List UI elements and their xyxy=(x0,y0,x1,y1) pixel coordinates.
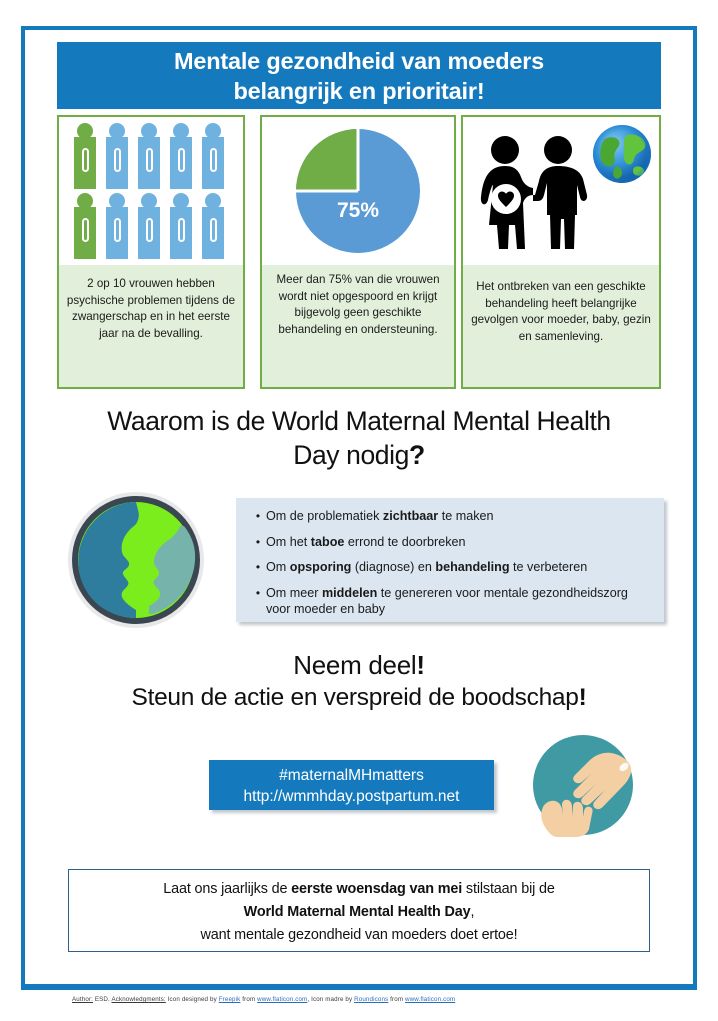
footer-author-value: ESD. xyxy=(93,996,112,1003)
page-title-banner xyxy=(57,42,661,109)
stat-panel-caption: Het ontbreken van een geschikte behandeling heeft belangrijke gevolgen voor moeder, baby, gezin en samenleving. xyxy=(463,265,659,387)
bullet-dot-icon: • xyxy=(255,534,261,549)
pie-chart-icon xyxy=(262,117,454,265)
campaign-link-box[interactable] xyxy=(209,760,494,810)
list-item xyxy=(250,508,650,525)
cta-heading xyxy=(47,650,671,681)
stat-panel-family xyxy=(461,115,661,389)
page-title-line-1: Mentale gezondheid van moeders xyxy=(173,48,545,74)
campaign-url[interactable]: http://wmmhday.postpartum.net xyxy=(243,788,460,805)
footer-divider xyxy=(21,986,697,990)
pie-chart-svg xyxy=(292,125,424,257)
closing-line-1-post: stilstaan bij de xyxy=(462,881,555,897)
cta-heading-text: Neem deel xyxy=(293,650,417,680)
stat-panel-pictogram xyxy=(57,115,245,389)
question-mark: ? xyxy=(408,440,425,470)
pie-chart-value-label: 75% xyxy=(336,199,380,222)
closing-line-2-bold: World Maternal Mental Health Day xyxy=(243,904,471,920)
campaign-hashtag: #maternalMHmatters xyxy=(279,767,424,784)
footer-ack-part-2: from xyxy=(240,996,258,1003)
closing-statement xyxy=(68,869,650,952)
footer-link-flaticon-1[interactable]: www.flaticon.com xyxy=(257,996,308,1003)
bullet-text-bold: middelen xyxy=(321,585,378,600)
section-question-heading xyxy=(47,404,671,472)
list-item xyxy=(250,559,650,576)
pregnant-couple-icon xyxy=(475,133,593,253)
footer-link-flaticon-2[interactable]: www.flaticon.com xyxy=(405,996,456,1003)
bullet-dot-icon: • xyxy=(255,509,261,523)
list-item xyxy=(250,534,650,551)
bullet-text-post: te maken xyxy=(438,509,494,523)
credits-footer xyxy=(72,996,672,1003)
cta-subheading xyxy=(47,684,671,712)
bullet-text-bold: opsporing xyxy=(289,560,352,574)
question-line-2: Day nodig xyxy=(293,440,409,470)
bullet-text-pre: Om xyxy=(266,560,290,574)
bullet-text-pre: Om meer xyxy=(266,585,322,600)
page-title-line-2: belangrijk en prioritair! xyxy=(233,78,485,104)
stat-panels xyxy=(57,115,661,389)
bullet-text-bold: taboe xyxy=(310,534,345,549)
bullet-text-bold-2: behandeling xyxy=(435,560,510,574)
reasons-list xyxy=(236,498,664,622)
bullet-text-bold: zichtbaar xyxy=(382,509,439,523)
closing-statement-line-3: want mentale gezondheid van moeders doet ertoe! xyxy=(200,927,518,943)
closing-line-2-post: , xyxy=(470,904,475,920)
bullet-dot-icon: • xyxy=(255,560,261,574)
bullet-text-post: te verbeteren xyxy=(509,560,588,574)
footer-author-label: Author: xyxy=(72,996,93,1003)
closing-line-1-bold: eerste woensdag van mei xyxy=(291,881,463,897)
bullet-text-post: errond te doorbreken xyxy=(344,534,466,549)
cta-subheading-mark: ! xyxy=(578,684,587,711)
footer-link-freepik[interactable]: Freepik xyxy=(218,996,241,1003)
wmmhday-logo-icon xyxy=(66,490,206,630)
cta-subheading-text: Steun de actie en verspreid de boodschap xyxy=(131,684,579,711)
footer-link-roundicons[interactable]: Roundicons xyxy=(354,996,389,1003)
bullet-text-pre: Om de problematiek xyxy=(266,509,383,523)
helping-hands-icon xyxy=(531,733,635,837)
question-line-1: Waarom is de World Maternal Mental Health xyxy=(107,406,611,436)
footer-ack-part-4: from xyxy=(388,996,406,1003)
list-item xyxy=(250,585,650,618)
pregnant-women-pictogram-icon xyxy=(59,117,243,265)
stat-panel-caption: 2 op 10 vrouwen hebben psychische problemen tijdens de zwangerschap en in het eerste jaar na de bevalling. xyxy=(59,265,243,387)
globe-icon xyxy=(591,123,653,185)
footer-ack-part-1: Icon designed by xyxy=(165,996,219,1003)
cta-heading-mark: ! xyxy=(416,650,425,680)
bullet-text-post: te genereren voor mentale gezondheidszorg voor moeder en baby xyxy=(266,585,628,616)
closing-statement-line-2 xyxy=(69,901,649,924)
footer-ack-part-3: , Icon madre by xyxy=(307,996,355,1003)
footer-ack-label: Acknowledgments: xyxy=(111,996,166,1003)
bullet-text-pre: Om het xyxy=(266,534,311,549)
closing-line-1-pre: Laat ons jaarlijks de xyxy=(163,881,292,897)
closing-statement-line-1 xyxy=(69,878,649,901)
stat-panel-caption: Meer dan 75% van die vrouwen wordt niet opgespoord en krijgt bijgevolg geen geschikte behandeling en ondersteuning. xyxy=(262,265,454,387)
bullet-text-mid: (diagnose) en xyxy=(351,560,436,574)
stat-panel-pie xyxy=(260,115,456,389)
bullet-dot-icon: • xyxy=(255,585,261,600)
